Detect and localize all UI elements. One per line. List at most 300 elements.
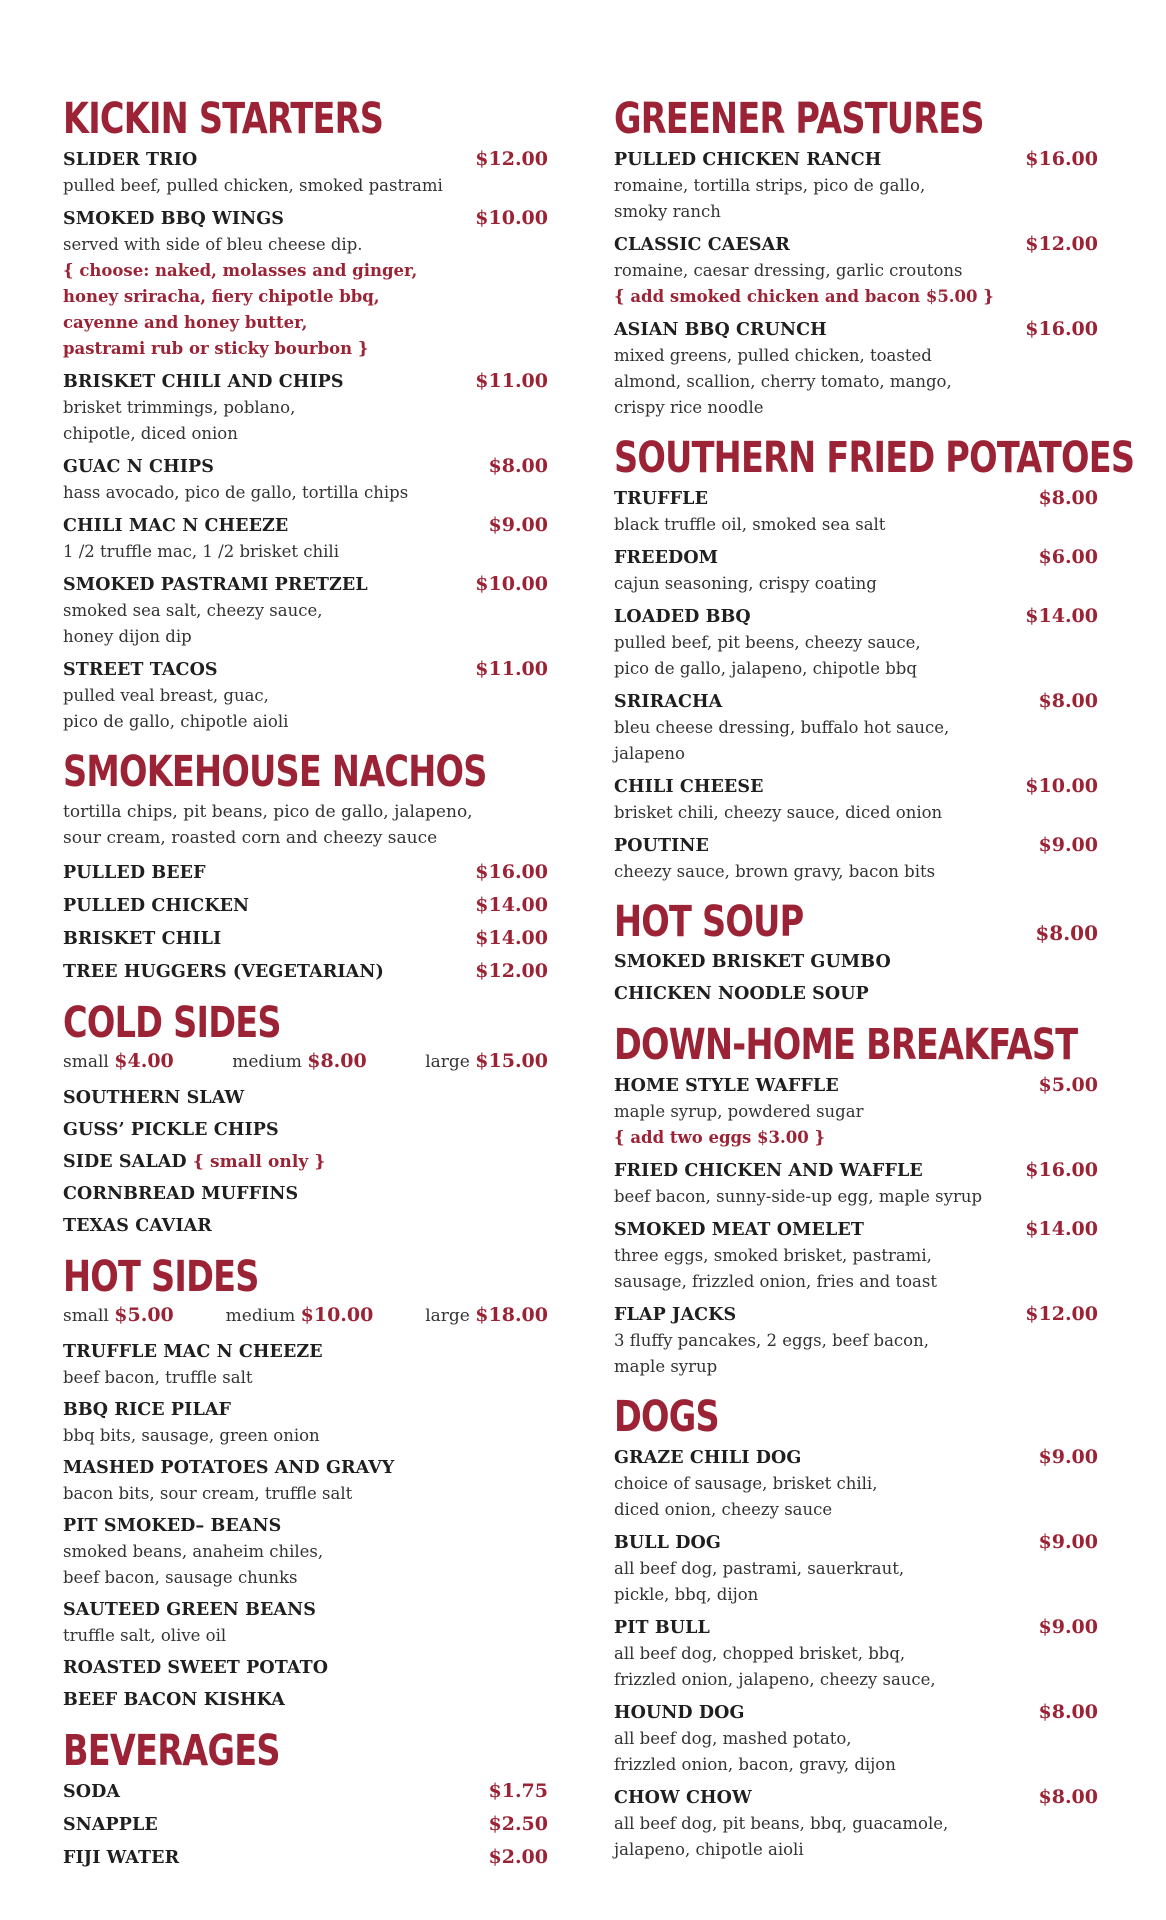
section-title: SMOKEHOUSE NACHOS	[63, 747, 487, 797]
item-name-text: HOUND DOG	[614, 1703, 745, 1723]
menu-item	[63, 1085, 548, 1112]
item-price: $8.00	[1038, 487, 1098, 509]
item-price: $14.00	[1025, 1218, 1098, 1240]
menu-item	[614, 949, 1098, 976]
menu-item	[614, 773, 1098, 826]
item-note: pastrami rub or sticky bourbon }	[63, 339, 369, 358]
section-price: $8.00	[1035, 921, 1098, 945]
item-description: hass avocado, pico de gallo, tortilla chips	[63, 483, 409, 502]
item-name-text: SRIRACHA	[614, 692, 723, 712]
size-label: medium	[225, 1306, 296, 1326]
size-label: large	[425, 1306, 470, 1326]
menu-item	[614, 544, 1098, 597]
item-price: $10.00	[475, 573, 548, 595]
size-large	[425, 1048, 548, 1075]
menu-item	[614, 1784, 1098, 1863]
section-greener-pastures	[614, 96, 1098, 421]
item-name	[63, 147, 197, 173]
item-name-text: SMOKED BBQ WINGS	[63, 209, 285, 229]
size-large	[425, 1302, 548, 1329]
section-southern-fried-potatoes	[614, 433, 1135, 885]
item-name-text: SLIDER TRIO	[63, 150, 198, 170]
section-description: tortilla chips, pit beans, pico de gallo, jalapeno,	[63, 802, 473, 822]
section-beverages	[63, 1728, 548, 1872]
item-description: smoked sea salt, cheezy sauce,	[63, 601, 323, 620]
item-description: honey dijon dip	[63, 627, 192, 646]
item-note: { add smoked chicken and bacon $5.00 }	[614, 287, 994, 306]
item-name-text: CLASSIC CAESAR	[614, 235, 790, 255]
size-price: $18.00	[475, 1304, 548, 1326]
item-name-text: TRUFFLE MAC N CHEEZE	[63, 1342, 323, 1362]
item-name-text: TRUFFLE	[614, 489, 709, 509]
menu-item	[63, 892, 548, 920]
item-price: $16.00	[1025, 148, 1098, 170]
section-cold-sides	[63, 1000, 548, 1240]
item-price: $8.00	[1038, 1786, 1098, 1808]
item-price: $6.00	[1038, 546, 1098, 568]
item-header	[614, 688, 1098, 715]
item-header	[63, 1085, 548, 1112]
section-title: HOT SOUP	[614, 897, 804, 947]
size-price: $4.00	[114, 1050, 174, 1072]
item-name-text: BRISKET CHILI AND CHIPS	[63, 372, 344, 392]
item-price: $10.00	[1025, 775, 1098, 797]
menu-item	[63, 1213, 548, 1240]
item-name-text: POUTINE	[614, 836, 709, 856]
menu-item	[63, 925, 548, 953]
menu-item	[63, 1455, 548, 1507]
item-header	[614, 1784, 1098, 1811]
size-label: small	[63, 1052, 109, 1072]
menu-item	[63, 1117, 548, 1144]
item-name	[63, 1213, 212, 1240]
item-name: PULLED BEEF	[63, 863, 206, 883]
size-price-row	[63, 1048, 548, 1075]
item-name-text: BBQ RICE PILAF	[63, 1400, 232, 1420]
item-name-text: SAUTEED GREEN BEANS	[63, 1600, 316, 1620]
section-title: COLD SIDES	[63, 998, 281, 1048]
section-header	[614, 1394, 1098, 1444]
right-column	[614, 94, 1135, 1877]
item-description: 1 /2 truffle mac, 1 /2 brisket chili	[63, 542, 339, 561]
item-description: romaine, caesar dressing, garlic croutons	[614, 261, 963, 280]
item-name	[614, 232, 790, 258]
section-title: KICKIN STARTERS	[63, 94, 384, 144]
item-name-text: CHILI CHEESE	[614, 777, 764, 797]
item-name	[614, 689, 722, 715]
item-name	[614, 1785, 752, 1811]
menu-item	[63, 1655, 548, 1682]
item-name	[63, 513, 288, 539]
item-price: $12.00	[475, 960, 548, 982]
item-name-text: MASHED POTATOES AND GRAVY	[63, 1458, 395, 1478]
item-name-text: BEEF BACON KISHKA	[63, 1690, 285, 1710]
section-header	[614, 433, 1135, 485]
item-name: PULLED CHICKEN	[63, 896, 250, 916]
item-price: $10.00	[475, 207, 548, 229]
item-header	[63, 512, 548, 539]
item-name	[614, 1700, 745, 1726]
item-header	[63, 1181, 548, 1208]
item-header	[63, 453, 548, 480]
item-name	[63, 1455, 394, 1481]
item-price: $5.00	[1038, 1074, 1098, 1096]
menu-item	[614, 485, 1098, 538]
menu-item	[63, 1181, 548, 1208]
item-description: served with side of bleu cheese dip.	[63, 235, 363, 254]
item-description: maple syrup, powdered sugar	[614, 1102, 864, 1121]
section-header	[63, 1000, 548, 1050]
item-description: chipotle, diced onion	[63, 424, 238, 443]
item-description: mixed greens, pulled chicken, toasted	[614, 346, 932, 365]
item-name	[63, 572, 368, 598]
menu-item	[614, 1072, 1098, 1151]
item-name	[614, 1302, 736, 1328]
item-header	[63, 1455, 548, 1481]
item-name	[63, 369, 344, 395]
item-name	[614, 1530, 721, 1556]
section-header	[63, 1728, 548, 1778]
item-note: honey sriracha, fiery chipotle bbq,	[63, 287, 380, 306]
item-price: $14.00	[475, 894, 548, 916]
item-description: 3 fluffy pancakes, 2 eggs, beef bacon,	[614, 1331, 929, 1350]
size-small	[63, 1302, 174, 1329]
item-price: $16.00	[475, 861, 548, 883]
item-name	[63, 1597, 316, 1623]
item-header	[63, 205, 548, 232]
item-name-text: FRIED CHICKEN AND WAFFLE	[614, 1161, 923, 1181]
item-description: pulled veal breast, guac,	[63, 686, 269, 705]
item-header	[614, 949, 1098, 976]
section-header	[614, 899, 1098, 949]
menu-item	[63, 1687, 548, 1714]
item-description: pico de gallo, jalapeno, chipotle bbq	[614, 659, 917, 678]
menu-item	[63, 512, 548, 565]
item-name-text: PIT BULL	[614, 1618, 710, 1638]
item-name-text: SMOKED BRISKET GUMBO	[614, 952, 891, 972]
item-description: truffle salt, olive oil	[63, 1626, 227, 1645]
item-name-text: FLAP JACKS	[614, 1305, 737, 1325]
item-note: { add two eggs $3.00 }	[614, 1128, 826, 1147]
item-price: $16.00	[1025, 318, 1098, 340]
menu-item	[63, 205, 548, 362]
item-name-text: SMOKED MEAT OMELET	[614, 1220, 864, 1240]
menu-item	[63, 1339, 548, 1391]
item-name	[614, 1615, 710, 1641]
item-description: crispy rice noodle	[614, 398, 764, 417]
section-dogs	[614, 1394, 1098, 1863]
item-header	[614, 1216, 1098, 1243]
item-name	[63, 206, 284, 232]
menu-item	[614, 1699, 1098, 1778]
menu-item	[614, 688, 1098, 767]
item-name	[63, 1513, 281, 1539]
item-name-text: BULL DOG	[614, 1533, 721, 1553]
section-hot-soup	[614, 899, 1098, 1008]
section-title: DOGS	[614, 1392, 719, 1442]
menu-item	[614, 603, 1098, 682]
left-column	[63, 96, 548, 1886]
section-header	[614, 1022, 1098, 1072]
item-description: three eggs, smoked brisket, pastrami,	[614, 1246, 932, 1265]
size-price: $5.00	[114, 1304, 174, 1326]
item-name	[614, 981, 869, 1008]
section-kickin-starters	[63, 96, 548, 735]
item-name	[614, 486, 708, 512]
item-description: frizzled onion, jalapeno, cheezy sauce,	[614, 1670, 936, 1689]
item-header	[63, 1655, 548, 1682]
item-header	[614, 1444, 1098, 1471]
item-name	[63, 1085, 244, 1112]
menu-item	[614, 146, 1098, 225]
item-description: beef bacon, sunny-side-up egg, maple syrup	[614, 1187, 983, 1206]
item-name-text: ROASTED SWEET POTATO	[63, 1658, 329, 1678]
item-description: almond, scallion, cherry tomato, mango,	[614, 372, 952, 391]
item-name-text: LOADED BBQ	[614, 607, 751, 627]
item-name	[614, 1073, 839, 1099]
item-name	[614, 1445, 801, 1471]
item-description: bacon bits, sour cream, truffle salt	[63, 1484, 353, 1503]
item-name-text: STREET TACOS	[63, 660, 218, 680]
item-price: $1.75	[488, 1780, 548, 1802]
item-description: frizzled onion, bacon, gravy, dijon	[614, 1755, 896, 1774]
menu-item	[63, 1149, 548, 1175]
size-small	[63, 1048, 174, 1075]
item-price: $2.00	[488, 1846, 548, 1868]
item-name: SNAPPLE	[63, 1815, 158, 1835]
item-name	[63, 1397, 231, 1423]
item-price: $9.00	[488, 514, 548, 536]
item-header	[63, 368, 548, 395]
item-header	[63, 1397, 548, 1423]
item-name	[614, 317, 827, 343]
item-name	[63, 1117, 279, 1144]
item-header	[63, 1597, 548, 1623]
menu-item	[63, 146, 548, 199]
item-header	[63, 1213, 548, 1240]
item-price: $14.00	[475, 927, 548, 949]
item-name	[63, 1181, 298, 1208]
item-description: choice of sausage, brisket chili,	[614, 1474, 878, 1493]
menu-item	[63, 1513, 548, 1591]
item-price: $11.00	[475, 370, 548, 392]
item-price: $9.00	[1038, 1531, 1098, 1553]
item-name	[614, 774, 764, 800]
item-description: jalapeno	[614, 744, 685, 763]
item-header	[614, 316, 1098, 343]
item-name	[614, 1217, 864, 1243]
size-medium	[226, 1302, 374, 1329]
item-name: TREE HUGGERS (VEGETARIAN)	[63, 962, 384, 982]
item-price: $2.50	[488, 1813, 548, 1835]
item-header	[614, 773, 1098, 800]
section-header	[614, 96, 1098, 146]
item-description: all beef dog, mashed potato,	[614, 1729, 852, 1748]
menu-item	[63, 1778, 548, 1806]
item-header	[63, 1687, 548, 1714]
item-header	[63, 1339, 548, 1365]
item-name	[63, 1655, 328, 1682]
item-description: cajun seasoning, crispy coating	[614, 574, 877, 593]
menu-item	[63, 1844, 548, 1872]
item-header	[63, 146, 548, 173]
item-name-text: PIT SMOKED– BEANS	[63, 1516, 282, 1536]
size-label: large	[425, 1052, 470, 1072]
item-name	[63, 454, 214, 480]
menu-item	[614, 1216, 1098, 1295]
item-name-text: SIDE SALAD	[63, 1152, 187, 1172]
section-header	[63, 1254, 548, 1304]
item-description: sausage, frizzled onion, fries and toast	[614, 1272, 937, 1291]
menu-item	[614, 981, 1098, 1008]
item-name	[63, 1339, 323, 1365]
item-price: $9.00	[1038, 1616, 1098, 1638]
menu-item	[614, 1614, 1098, 1693]
section-title: SOUTHERN FRIED POTATOES	[614, 433, 1135, 483]
menu-item	[614, 832, 1098, 885]
item-description: maple syrup	[614, 1357, 718, 1376]
size-price: $15.00	[475, 1050, 548, 1072]
item-header	[614, 146, 1098, 173]
menu-item	[63, 1397, 548, 1449]
item-description: romaine, tortilla strips, pico de gallo,	[614, 176, 926, 195]
section-title: BEVERAGES	[63, 1726, 280, 1776]
menu-item	[614, 1444, 1098, 1523]
item-header	[614, 1301, 1098, 1328]
item-description: pulled beef, pit beens, cheezy sauce,	[614, 633, 921, 652]
item-header	[614, 1614, 1098, 1641]
menu-item	[63, 958, 548, 986]
menu-item	[63, 1597, 548, 1649]
item-description: all beef dog, pastrami, sauerkraut,	[614, 1559, 905, 1578]
item-name-text: CHOW CHOW	[614, 1788, 752, 1808]
size-label: medium	[232, 1052, 302, 1072]
item-name: BRISKET CHILI	[63, 929, 222, 949]
item-description: pico de gallo, chipotle aioli	[63, 712, 289, 731]
item-name-text: ASIAN BBQ CRUNCH	[614, 320, 827, 340]
section-title: GREENER PASTURES	[614, 94, 984, 144]
item-description: all beef dog, pit beans, bbq, guacamole,	[614, 1814, 949, 1833]
item-name-text: SOUTHERN SLAW	[63, 1088, 245, 1108]
size-price: $8.00	[307, 1050, 367, 1072]
item-description: beef bacon, truffle salt	[63, 1368, 253, 1387]
item-note: { small only }	[192, 1152, 326, 1172]
item-description: jalapeno, chipotle aioli	[614, 1840, 804, 1859]
item-price: $14.00	[1025, 605, 1098, 627]
section-smokehouse-nachos	[63, 749, 548, 986]
item-note: { choose: naked, molasses and ginger,	[63, 261, 418, 280]
item-price: $8.00	[488, 455, 548, 477]
section-title: HOT SIDES	[63, 1252, 259, 1302]
item-name-text: SMOKED PASTRAMI PRETZEL	[63, 575, 368, 595]
item-price: $9.00	[1038, 834, 1098, 856]
item-note: cayenne and honey butter,	[63, 313, 308, 332]
item-description: bbq bits, sausage, green onion	[63, 1426, 320, 1445]
item-name-text: FREEDOM	[614, 548, 719, 568]
item-name-text: PULLED CHICKEN RANCH	[614, 150, 882, 170]
menu-item	[63, 571, 548, 650]
item-header	[63, 656, 548, 683]
item-name-text: GUSS’ PICKLE CHIPS	[63, 1120, 279, 1140]
item-header	[614, 603, 1098, 630]
item-name-text: GRAZE CHILI DOG	[614, 1448, 802, 1468]
item-name	[614, 949, 891, 976]
section-down-home-breakfast	[614, 1022, 1098, 1380]
item-name-text: CORNBREAD MUFFINS	[63, 1184, 299, 1204]
item-name-text: HOME STYLE WAFFLE	[614, 1076, 839, 1096]
menu-item	[614, 1529, 1098, 1608]
item-name-text: CHILI MAC N CHEEZE	[63, 516, 289, 536]
menu-item	[614, 1301, 1098, 1380]
item-description: smoked beans, anaheim chiles,	[63, 1542, 324, 1561]
item-price: $12.00	[1025, 1303, 1098, 1325]
size-price-row	[63, 1302, 548, 1329]
item-header	[614, 1072, 1098, 1099]
menu-item	[614, 1157, 1098, 1210]
item-header	[614, 981, 1098, 1008]
item-header	[63, 571, 548, 598]
item-header	[614, 1699, 1098, 1726]
item-description: bleu cheese dressing, buffalo hot sauce,	[614, 718, 950, 737]
menu-item	[63, 859, 548, 887]
section-hot-sides	[63, 1254, 548, 1714]
item-header	[63, 1117, 548, 1144]
item-description: pulled beef, pulled chicken, smoked pastrami	[63, 176, 443, 195]
section-header	[63, 749, 548, 799]
size-label: small	[63, 1306, 109, 1326]
section-title: DOWN-HOME BREAKFAST	[614, 1020, 1078, 1070]
item-name	[614, 147, 881, 173]
menu-item	[63, 453, 548, 506]
menu-item	[614, 231, 1098, 310]
item-name: SODA	[63, 1782, 121, 1802]
item-name	[63, 657, 218, 683]
menu-item	[63, 656, 548, 735]
item-header	[614, 1157, 1098, 1184]
item-description: diced onion, cheezy sauce	[614, 1500, 833, 1519]
item-header	[614, 485, 1098, 512]
item-name-text: TEXAS CAVIAR	[63, 1216, 212, 1236]
item-name: FIJI WATER	[63, 1848, 180, 1868]
item-name-text: GUAC N CHIPS	[63, 457, 215, 477]
item-description: smoky ranch	[614, 202, 721, 221]
item-description: pickle, bbq, dijon	[614, 1585, 759, 1604]
item-description: beef bacon, sausage chunks	[63, 1568, 298, 1587]
item-price: $8.00	[1038, 1701, 1098, 1723]
item-name-text: CHICKEN NOODLE SOUP	[614, 984, 869, 1004]
section-description: sour cream, roasted corn and cheezy sauce	[63, 828, 438, 848]
item-price: $12.00	[475, 148, 548, 170]
item-description: brisket trimmings, poblano,	[63, 398, 296, 417]
item-price: $8.00	[1038, 690, 1098, 712]
item-name	[614, 1158, 923, 1184]
item-header	[614, 832, 1098, 859]
item-header	[63, 1149, 548, 1175]
item-name	[614, 833, 709, 859]
item-price: $12.00	[1025, 233, 1098, 255]
item-header	[614, 1529, 1098, 1556]
item-price: $16.00	[1025, 1159, 1098, 1181]
menu-item	[614, 316, 1098, 421]
item-header	[63, 1513, 548, 1539]
item-name	[63, 1149, 325, 1175]
item-description: brisket chili, cheezy sauce, diced onion	[614, 803, 943, 822]
item-price: $11.00	[475, 658, 548, 680]
item-header	[614, 231, 1098, 258]
item-name	[63, 1687, 285, 1714]
section-header	[63, 96, 548, 146]
size-medium	[232, 1048, 366, 1075]
